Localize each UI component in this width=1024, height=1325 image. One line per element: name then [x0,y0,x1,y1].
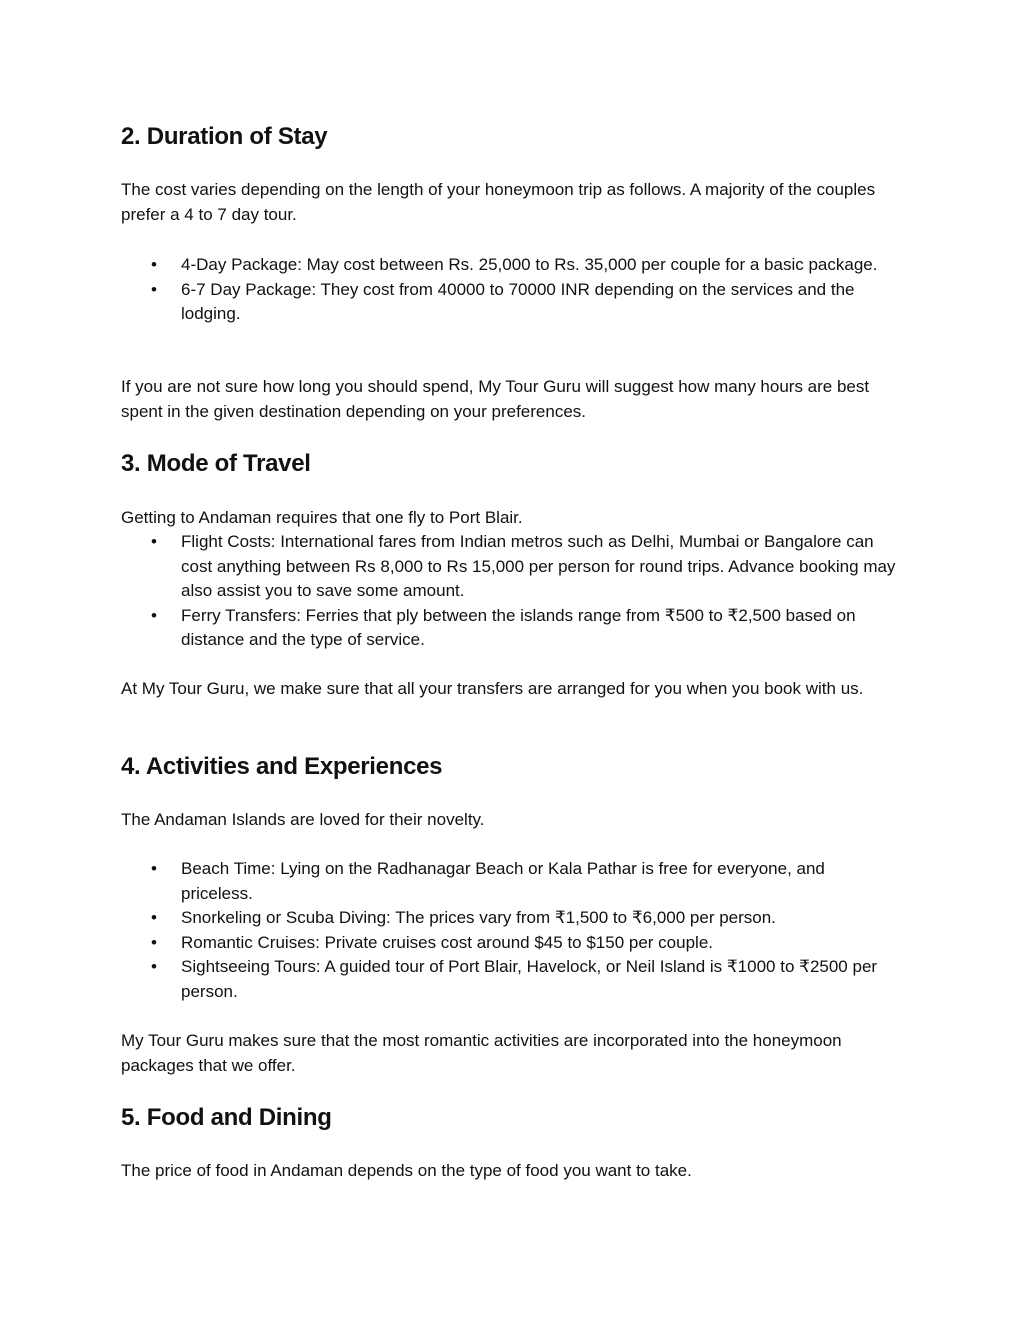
list-item: • Romantic Cruises: Private cruises cost around $45 to $150 per couple. [121,931,901,956]
list-item: • 4-Day Package: May cost between Rs. 25,000 to Rs. 35,000 per couple for a basic package. [121,253,901,278]
duration-list [121,253,901,327]
list-item: • Beach Time: Lying on the Radhanagar Beach or Kala Pathar is free for everyone, and priceless. [121,857,901,906]
travel-outro: At My Tour Guru, we make sure that all your transfers are arranged for you when you book with us. [121,679,864,698]
list-item: • Flight Costs: International fares from Indian metros such as Delhi, Mumbai or Bangalore can cost anything between Rs 8,000 to Rs 15,000 per person for round trips. Advance booking may also assist you to save some amount. [121,530,901,604]
section-heading-activities: 4. Activities and Experiences [121,753,443,780]
section-heading-duration: 2. Duration of Stay [121,123,328,150]
food-intro: The price of food in Andaman depends on the type of food you want to take. [121,1161,692,1180]
list-item: • 6-7 Day Package: They cost from 40000 to 70000 INR depending on the services and the lodging. [121,278,901,327]
activities-outro: My Tour Guru makes sure that the most romantic activities are incorporated into the honeymoon packages that we offer. [121,1031,842,1075]
duration-intro: The cost varies depending on the length of your honeymoon trip as follows. A majority of the couples prefer a 4 to 7 day tour. [121,180,876,224]
list-item: • Sightseeing Tours: A guided tour of Port Blair, Havelock, or Neil Island is ₹1000 to ₹2500 per person. [121,955,901,1004]
list-item: • Snorkeling or Scuba Diving: The prices vary from ₹1,500 to ₹6,000 per person. [121,906,901,931]
activities-intro: The Andaman Islands are loved for their novelty. [121,810,485,829]
travel-list [121,530,901,653]
list-item: • Ferry Transfers: Ferries that ply between the islands range from ₹500 to ₹2,500 based on distance and the type of service. [121,604,901,653]
duration-outro: If you are not sure how long you should spend, My Tour Guru will suggest how many hours are best spent in the given destination depending on your preferences. [121,377,870,421]
activities-list [121,857,901,1004]
section-heading-travel: 3. Mode of Travel [121,450,311,477]
section-heading-food: 5. Food and Dining [121,1104,332,1131]
travel-intro: Getting to Andaman requires that one fly to Port Blair. [121,508,523,527]
